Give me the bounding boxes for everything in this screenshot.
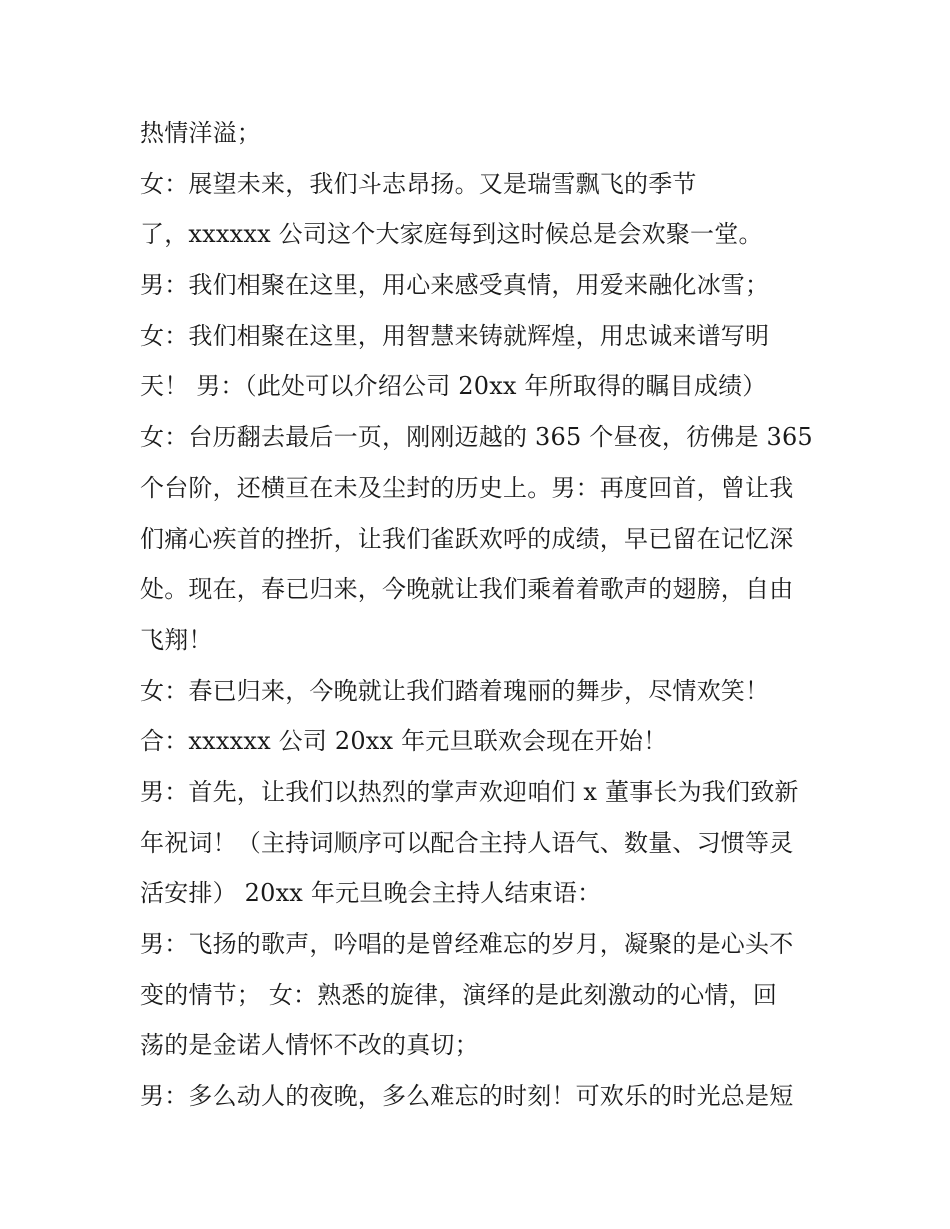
text-line: 们痛心疾首的挫折，让我们雀跃欢呼的成绩，早已留在记忆深: [140, 524, 794, 553]
text-line: 活安排） 20xx 年元旦晚会主持人结束语：: [140, 879, 602, 908]
text-line: 男：飞扬的歌声，吟唱的是曾经难忘的岁月，凝聚的是心头不: [140, 930, 794, 958]
text-line: 女：展望未来，我们斗志昂扬。又是瑞雪飘飞的季节: [140, 169, 697, 198]
text-line: 变的情节； 女：熟悉的旋律，演绎的是此刻激动的心情，回: [140, 980, 778, 1009]
text-line: 飞翔！: [140, 625, 213, 654]
document-body: [140, 108, 820, 1122]
text-line: 男：多么动人的夜晚，多么难忘的时刻！可欢乐的时光总是短: [140, 1082, 794, 1111]
text-line: 合：xxxxxx 公司 20xx 年元旦联欢会现在开始！: [140, 727, 668, 756]
text-line: 男：首先，让我们以热烈的掌声欢迎咱们 x 董事长为我们致新: [140, 777, 799, 806]
text-line: 处。现在，春已归来，今晚就让我们乘着着歌声的翅膀，自由: [140, 575, 794, 604]
text-line: 女：春已归来，今晚就让我们踏着瑰丽的舞步，尽情欢笑！: [140, 676, 770, 705]
text-line: 天！ 男：（此处可以介绍公司 20xx 年所取得的瞩目成绩）: [140, 372, 767, 401]
text-line: 热情洋溢；: [140, 119, 261, 147]
text-line: 女：台历翻去最后一页，刚刚迈越的 365 个昼夜，彷佛是 365: [140, 423, 813, 452]
text-line: 女：我们相聚在这里，用智慧来铸就辉煌，用忠诚来谱写明: [140, 321, 770, 350]
text-line: 了，xxxxxx 公司这个大家庭每到这时候总是会欢聚一堂。: [140, 220, 763, 249]
text-line: 年祝词！（主持词顺序可以配合主持人语气、数量、习惯等灵: [140, 828, 794, 857]
text-line: 荡的是金诺人情怀不改的真切；: [140, 1031, 479, 1060]
text-line: 男：我们相聚在这里，用心来感受真情，用爱来融化冰雪；: [140, 271, 770, 300]
text-line: 个台阶，还横亘在未及尘封的历史上。男：再度回首，曾让我: [140, 473, 794, 502]
